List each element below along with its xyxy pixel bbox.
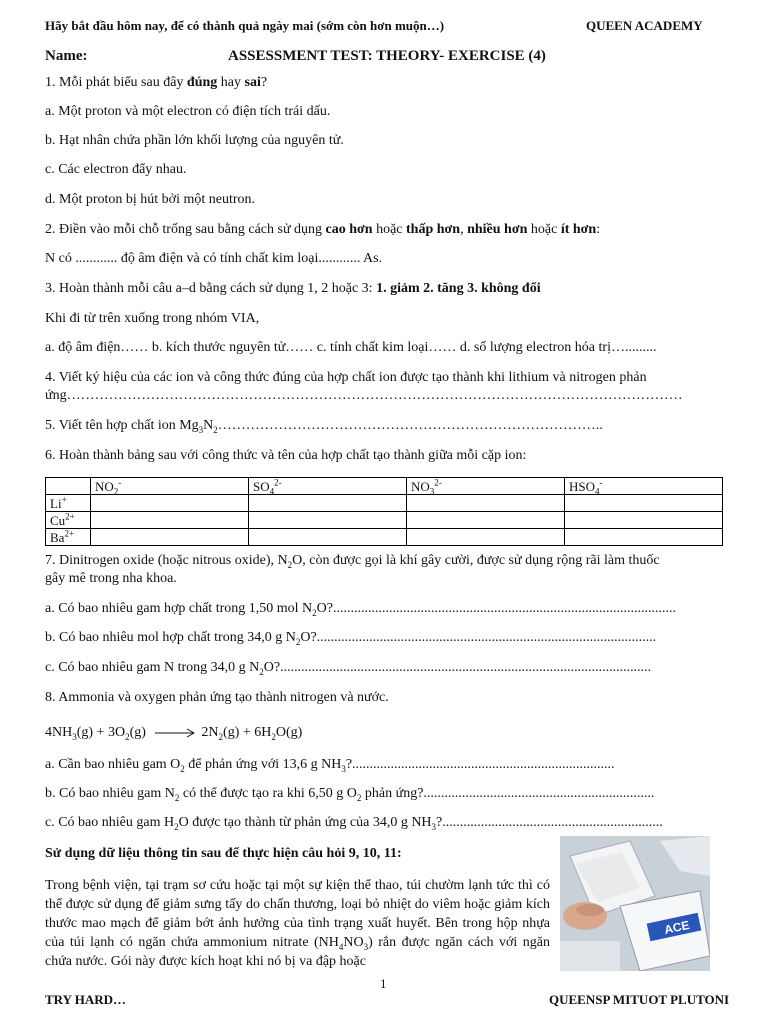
chemical-equation: $4NH_3(g) + 3O_2(g) 2N_2(g) + 6H_2O(g)$ <box>45 725 303 742</box>
question-1a: a. Một proton và một electron có điện tích trái dấu. <box>45 104 331 119</box>
answer-cell[interactable] <box>91 512 249 529</box>
question-8a: a. Cần bao nhiêu gam $O_2$ để phản ứng với 13,6 g $NH_3$?........................................................................... <box>45 757 615 773</box>
answer-cell[interactable] <box>91 495 249 512</box>
name-label: Name: <box>45 48 88 64</box>
footer-left: TRY HARD… <box>45 992 127 1007</box>
question-7a: a. Có bao nhiêu gam hợp chất trong 1,50 mol $N_2O$?.................................................................................................. <box>45 601 676 617</box>
footer-right: QUEENSP MITUOT PLUTONI <box>549 992 730 1007</box>
table-row <box>46 495 723 512</box>
question-8c: c. Có bao nhiêu gam $H_2O$ được tạo thành từ phản ứng của 34,0 g $NH_3$?............................................................... <box>45 815 663 831</box>
question-3: 3. Hoàn thành mỗi câu a–d bằng cách sử dụng 1, 2 hoặc 3: 1. giảm 2. tăng 3. không đổi <box>45 281 541 296</box>
answer-cell[interactable] <box>565 529 723 546</box>
question-6: 6. Hoàn thành bảng sau với công thức và tên của hợp chất tạo thành giữa mỗi cặp ion: <box>45 448 527 463</box>
question-7-line1: 7. Dinitrogen oxide (hoặc nitrous oxide), $N_2O$, còn được gọi là khí gây cười, được sử dụng rộng rãi làm thuốc <box>45 553 660 570</box>
question-8b: b. Có bao nhiêu gam $N_2$ có thể được tạo ra khi 6,50 g $O_2$ phản ứng?.................................................................. <box>45 786 655 802</box>
anion-header: $HSO_4^-$ <box>565 478 723 495</box>
table-row <box>46 529 723 546</box>
cation-header: Li+ <box>46 495 91 512</box>
question-2-blank-line: N có ............ độ âm điện và có tính chất kim loại............ As. <box>45 251 383 266</box>
cation-header: $Cu^{2+}$ <box>46 512 91 529</box>
answer-cell[interactable] <box>407 512 565 529</box>
anion-header: $SO_4^{2-}$ <box>249 478 407 495</box>
table-row <box>46 512 723 529</box>
ion-table-corner-cell <box>46 478 91 495</box>
answer-cell[interactable] <box>565 512 723 529</box>
cation-header: $Ba^{2+}$ <box>46 529 91 546</box>
answer-cell[interactable] <box>407 495 565 512</box>
answer-cell[interactable] <box>249 512 407 529</box>
reading-paragraph: Trong bệnh viện, tại trạm sơ cứu hoặc tại một sự kiện thể thao, túi chườm lạnh tức thì có thể được sử dụng để giảm sưng tấy do chấn thương, loại bỏ nhiệt do viêm hoặc giảm kích thước mao mạch để giảm bớt ảnh hưởng của tình trạng xuất huyết. Bên trong hộp nhựa của túi lạnh có ngăn chứa ammonium nitrate $(NH_4NO_3)$ rắn được ngăn cách với ngăn chứa nước. Gói này được kích hoạt khi nó bị va đập hoặc <box>45 878 550 969</box>
question-3-intro: Khi đi từ trên xuống trong nhóm VIA, <box>45 311 260 326</box>
header-brand: QUEEN ACADEMY <box>586 18 703 33</box>
reading-title: Sử dụng dữ liệu thông tin sau để thực hiện câu hỏi 9, 10, 11: <box>45 846 402 861</box>
cold-pack-photo <box>560 836 710 971</box>
ion-table-header-row <box>46 478 723 495</box>
answer-cell[interactable] <box>565 495 723 512</box>
answer-cell[interactable] <box>249 529 407 546</box>
page-title: ASSESSMENT TEST: THEORY- EXERCISE (4) <box>228 48 546 64</box>
answer-cell[interactable] <box>91 529 249 546</box>
anion-header: $NO_3^{2-}$ <box>407 478 565 495</box>
question-4-line1: 4. Viết ký hiệu của các ion và công thức đúng của hợp chất ion được tạo thành khi lithium và nitrogen phản <box>45 370 647 385</box>
question-3-items: a. độ âm điện…… b. kích thước nguyên tử…… c. tính chất kim loại…… d. số lượng electron hóa trị…......... <box>45 340 657 355</box>
question-7b: b. Có bao nhiêu mol hợp chất trong 34,0 g $N_2O$?................................................................................................. <box>45 630 657 646</box>
page-number: 1 <box>380 976 387 991</box>
question-7c: c. Có bao nhiêu gam N trong 34,0 g $N_2O$?.......................................................................................................... <box>45 660 652 676</box>
reaction-arrow-icon <box>153 728 197 738</box>
ion-table <box>45 477 723 546</box>
question-1: 1. Mỗi phát biểu sau đây đúng hay sai? <box>45 75 268 90</box>
header-motto: Hãy bắt đầu hôm nay, để có thành quả ngày mai (sớm còn hơn muộn…) <box>45 18 445 33</box>
question-2: 2. Điền vào mỗi chỗ trống sau bằng cách sử dụng cao hơn hoặc thấp hơn, nhiều hơn hoặc ít hơn: <box>45 222 601 237</box>
question-1b: b. Hạt nhân chứa phần lớn khối lượng của nguyên tử. <box>45 133 344 148</box>
question-7-line2: gây mê trong nha khoa. <box>45 571 177 586</box>
question-1d: d. Một proton bị hút bởi một neutron. <box>45 192 256 207</box>
question-5: 5. Viết tên hợp chất ion $Mg_3N_2\dots\dots\dots\dots\dots\dots\dots\dots\dots\dots\dots\dots\dots\dots\dots\dots\dots\dots\dots\dots\dots\dots\dots\dots\dots\dots\dots$.. <box>45 418 603 435</box>
anion-header: $NO_2^-$ <box>91 478 249 495</box>
question-8: 8. Ammonia và oxygen phản ứng tạo thành nitrogen và nước. <box>45 690 389 705</box>
question-1c: c. Các electron đẩy nhau. <box>45 162 187 177</box>
answer-cell[interactable] <box>407 529 565 546</box>
photo-label: ACE <box>662 917 691 937</box>
answer-cell[interactable] <box>249 495 407 512</box>
question-4-line2: ứng…………………………………………………………………………………………………………………… <box>45 388 683 403</box>
